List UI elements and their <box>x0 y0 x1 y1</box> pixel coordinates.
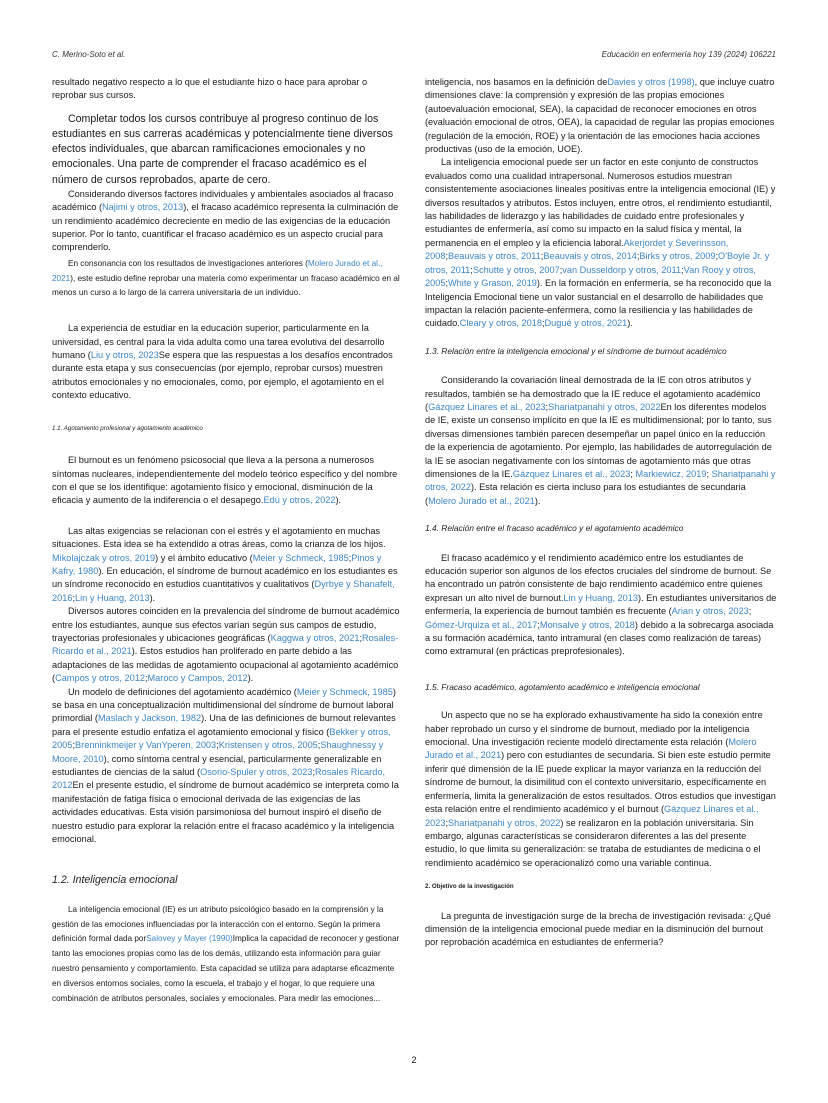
citation-link[interactable]: Campos y otros, 2012 <box>55 673 145 684</box>
citation-link[interactable]: Gómez-Urquiza et al., 2017 <box>425 619 538 630</box>
citation-link[interactable]: Kaggwa y otros, 2021 <box>270 632 360 643</box>
citation-link[interactable]: Van Rooy y otros, 2005 <box>425 264 756 289</box>
left-column <box>52 76 404 1006</box>
citation-link[interactable]: Akerjordet y Severinsson, 2008 <box>425 237 729 262</box>
paragraph: Un aspecto que no se ha explorado exhaustivamente ha sido la conexión entre haber reprobado un curso y el síndrome de burnout, mediado por la inteligencia emocional. Una investigación reciente modeló directamente esta relación (Molero Jurado et al., 2021) pero con estudiantes de secundaria. Si bien este estudio permite inferir qué dimensión de la IE puede explicar la mayor varianza en la reducción del síndrome de burnout, la disimilitud con el contexto universitario, específicamente en enfermería, limita la generalización de estos resultados. Otros estudios que investigan esta relación entre el rendimiento académico y el burnout (Gázquez Linares et al., 2023;Shariatpanahi y otros, 2022) se realizaron en la población universitaria. Sin embargo, algunas características se consideraron diferentes a las del presente estudio, lo que limita su generalización: se trataba de estudiantes de medicina o el rendimiento académico se operacionalizó como una variable continua. <box>425 710 776 868</box>
citation-link[interactable]: Brenninkmeijer y VanYperen, 2003 <box>75 740 217 751</box>
paragraph: El burnout es un fenómeno psicosocial que lleva a la persona a numerosos síntomas nucleares, independientemente del modelo teórico específico y del nombre con el que se los identifique: agotamiento físico y emocional, disminución de la eficacia y aumento de la indiferencia o el desapego.Edú y otros, 2022). <box>52 455 398 506</box>
citation-link[interactable]: Shaughnessy y Moore, 2010 <box>52 740 384 764</box>
paragraph: Diversos autores coinciden en la prevalencia del síndrome de burnout académico entre los estudiantes, aunque sus efectos varían según sus campos de estudio, trayectorias profesionales y ubicaciones geográficas (Kaggwa y otros, 2021;Rosales-Ricardo et al., 2021). Estos estudios han proliferado en parte debido a las adaptaciones de las medidas de agotamiento ocupacional al agotamiento académico (Campos y otros, 2012;Maroco y Campos, 2012). <box>52 606 400 684</box>
section-heading: 1.2. Inteligencia emocional <box>52 874 178 887</box>
citation-link[interactable]: Shariatpanahi y otros, 2022 <box>425 468 776 493</box>
paragraph: Un modelo de definiciones del agotamiento académico (Meier y Schmeck, 1985) se basa en una conceptualización multidimensional del síndrome de burnout laboral primordial (Maslach y Jackson, 1982). Una de las definiciones de burnout relevantes para el presente estudio enfatiza el agotamiento emocional y físico (Bekker y otros, 2005;Brenninkmeijer y VanYperen, 2003;Kristensen y otros, 2005;Shaughnessy y Moore, 2010), como síntoma central y esencial, particularmente generalizable en estudiantes de ciencias de la salud (Osorio-Spuler y otros, 2023;Rosales Ricardo, 2012En el presente estudio, el síndrome de burnout académico se interpreta como la manifestación de fatiga física o emocional derivada de las exigencias de las actividades educativas. Esta visión parsimoniosa del burnout inspiró el diseño de nuestro estudio para explorar la relación entre el fracaso académico y la inteligencia emocional. <box>52 686 399 845</box>
citation-link[interactable]: Dugué y otros, 2021 <box>544 318 628 329</box>
citation-link[interactable]: Gázquez Linares et al., 2023 <box>512 468 631 479</box>
citation-link[interactable]: Salovey y Mayer (1990) <box>146 934 233 944</box>
citation-link[interactable]: Cleary y otros, 2018 <box>459 318 542 329</box>
header-authors: C. Merino-Soto et al. <box>52 50 126 59</box>
paragraph: Considerando diversos factores individuales y ambientales asociados al fracaso académico (Najimi y otros, 2013), el fracaso académico representa la culminación de un rendimiento académico decreciente en medio de las exigencias de la educación superior. Por lo tanto, cuantificar el fracaso académico es un aspecto crucial para comprenderlo. <box>52 188 399 253</box>
citation-link[interactable]: Rosales-Ricardo et al., 2021 <box>52 632 399 657</box>
paragraph: El fracaso académico y el rendimiento académico entre los estudiantes de educación superior son algunos de los efectos cruciales del síndrome de burnout. Se ha encontrado un patrón consistente de bajo rendimiento académico entre quienes expresan un alto nivel de burnout.Lin y Huang, 2013). En estudiantes universitarios de enfermería, la experiencia de burnout también es frecuente (Arian y otros, 2023; Gómez-Urquiza et al., 2017;Monsalve y otros, 2018) debido a la sobrecarga asociada a su formación académica, tanto intramural (en clases como realización de tareas) como extramural (en prácticas preprofesionales). <box>425 552 777 657</box>
citation-link[interactable]: Meier y Schmeck, 1985 <box>296 686 393 697</box>
citation-link[interactable]: Molero Jurado et al., 2021 <box>52 258 383 283</box>
citation-link[interactable]: Pinos y Kafry, 1980 <box>52 552 382 576</box>
paragraph: La experiencia de estudiar en la educación superior, particularmente en la universidad, es central para la vida adulta como una tarea evolutiva del desarrollo humano (Liu y otros, 2023Se espera que las respuestas a los desafíos encontrados durante esta etapa y sus consecuencias (por ejemplo, reprobar cursos) muestren atributos emocionales y no emocionales, como, por ejemplo, el agotamiento en el contexto educativo. <box>52 323 393 401</box>
citation-link[interactable]: Kristensen y otros, 2005 <box>218 740 318 751</box>
section-heading: 2. Objetivo de la investigación <box>425 883 514 891</box>
right-column <box>425 76 777 950</box>
citation-link[interactable]: Birks y otros, 2009 <box>639 251 716 262</box>
citation-link[interactable]: Lin y Huang, 2013 <box>75 592 150 603</box>
page-number: 2 <box>411 1054 417 1065</box>
citation-link[interactable]: Markiewicz, 2019 <box>635 468 707 479</box>
paragraph: inteligencia, nos basamos en la definición deDavies y otros (1998), que incluye cuatro dimensiones clave: la comprensión y expresión de las propias emociones (autoevaluación emocional, SEA), la capacidad de reconocer emociones en otros (evaluación emocional de otros, OEA), la capacidad de regular las propias emociones (regulación de la emoción, ROE) y la orientación de las emociones hacia acciones productivas (uso de la emoción, UOE). <box>425 77 775 155</box>
citation-link[interactable]: Dyrbye y Shanafelt, 2016 <box>52 579 395 603</box>
citation-link[interactable]: Beauvais y otros, 2011 <box>448 251 541 262</box>
citation-link[interactable]: O'Boyle Jr. y otros, 2011 <box>425 251 770 275</box>
citation-link[interactable]: Molero Jurado et al., 2021 <box>425 737 757 761</box>
paragraph: La inteligencia emocional puede ser un factor en este conjunto de constructos evaluados como una cualidad intrapersonal. Numerosos estudios muestran consistentemente asociaciones lineales positivas entre la inteligencia emocional (IE) y diversos resultados y atributos. Estos incluyen, entre otros, el rendimiento estudiantil, las habilidades de liderazgo y las habilidades de cuidado entre profesionales y estudiantes de enfermería, así como su impacto en la salud física y mental, la permanencia en el empleo y la eficiencia laboral.Akerjordet y Severinsson, 2008;Beauvais y otros, 2011;Beauvais y otros, 2014;Birks y otros, 2009;O'Boyle Jr. y otros, 2011;Schutte y otros, 2007;van Dusseldorp y otros, 2011;Van Rooy y otros, 2005;White y Grason, 2019). En la formación en enfermería, se ha reconocido que la Inteligencia Emocional tiene un valor sustancial en el desarrollo de habilidades que impactan la relación paciente-enfermera, como la resiliencia y las habilidades de cuidado.Cleary y otros, 2018;Dugué y otros, 2021). <box>425 157 776 329</box>
section-heading: 1.5. Fracaso académico, agotamiento académico e inteligencia emocional <box>425 681 700 692</box>
paragraph: resultado negativo respecto a lo que el estudiante hizo o hace para aprobar o reprobar sus cursos. <box>52 77 368 101</box>
citation-link[interactable]: Gázquez Linares et al., 2023 <box>428 401 546 412</box>
citation-link[interactable]: van Dusseldorp y otros, 2011 <box>562 264 682 275</box>
citation-link[interactable]: Mikolajczak y otros, 2019 <box>52 552 156 563</box>
citation-link[interactable]: Maslach y Jackson, 1982 <box>97 713 202 724</box>
citation-link[interactable]: Schutte y otros, 2007 <box>472 264 560 275</box>
citation-link[interactable]: Davies y otros (1998) <box>607 77 695 87</box>
citation-link[interactable]: Edú y otros, 2022 <box>263 495 336 506</box>
citation-link[interactable]: Liu y otros, 2023 <box>90 350 159 361</box>
paragraph: La pregunta de investigación surge de la brecha de investigación revisada: ¿Qué dimensión de la inteligencia emocional puede mediar en la disminución del burnout por reprobación académica en estudiantes de enfermería? <box>425 910 771 948</box>
citation-link[interactable]: Gázquez Linares et al., 2023 <box>425 804 759 828</box>
paragraph: Considerando la covariación lineal demostrada de la IE con otros atributos y resultados, también se ha demostrado que la IE reduce el agotamiento académico (Gázquez Linares et al., 2023;Shariatpanahi y otros, 2022En los diferentes modelos de IE, existe un consenso implícito en que la IE es multidimensional; por lo tanto, sus diversas dimensiones también parecen desempeñar un papel único en la reducción de la experiencia de agotamiento. Por ejemplo, las habilidades de autorregulación de la IE se asocian negativamente con los síntomas de agotamiento más que otras dimensiones de la IE.Gázquez Linares et al., 2023; Markiewicz, 2019; Shariatpanahi y otros, 2022). Esta relación es cierta incluso para los estudiantes de secundaria (Molero Jurado et al., 2021). <box>425 375 776 506</box>
paragraph: La inteligencia emocional (IE) es un atributo psicológico basado en la comprensión y la gestión de las emociones influenciadas por la interacción con el entorno. Según la primera definición formal dada porSalovey y Mayer (1990)Implica la capacidad de reconocer y gestionar tanto las emociones propias como las de los demás, utilizando esta información para guiar nuestro pensamiento y comportamiento. Esta capacidad se utiliza para adaptarse eficazmente en diversos entornos sociales, como la escuela, el trabajo y el hogar, lo que requiere una combinación de atributos personales, sociales y emocionales. Para medir las emociones... <box>52 904 400 1003</box>
citation-link[interactable]: Shariatpanahi y otros, 2022 <box>448 817 561 828</box>
citation-link[interactable]: Maroco y Campos, 2012 <box>147 673 248 684</box>
citation-link[interactable]: White y Grason, 2019 <box>448 278 537 289</box>
citation-link[interactable]: Arian y otros, 2023 <box>671 606 749 617</box>
citation-link[interactable]: Rosales Ricardo, 2012 <box>52 767 386 791</box>
citation-link[interactable]: Lin y Huang, 2013 <box>563 592 638 603</box>
section-heading: 1.1. Agotamiento profesional y agotamiento académico <box>52 424 203 432</box>
header-journal: Educación en enfermería hoy 139 (2024) 106221 <box>601 50 776 59</box>
paragraph: Las altas exigencias se relacionan con el estrés y el agotamiento en muchas situaciones. Esta idea se ha extendido a otras áreas, como la crianza de los hijos. Mikolajczak y otros, 2019) y el ámbito educativo (Meier y Schmeck, 1985;Pinos y Kafry, 1980). En educación, el síndrome de burnout académico en los estudiantes es un síndrome reconocido en estudios cuantitativos y cualitativos (Dyrbye y Shanafelt, 2016;Lin y Huang, 2013). <box>52 525 398 603</box>
citation-link[interactable]: Molero Jurado et al., 2021 <box>428 495 535 506</box>
section-heading: 1.3. Relación entre la inteligencia emocional y el síndrome de burnout académico <box>425 345 727 356</box>
section-heading: 1.4. Relación entre el fracaso académico y el agotamiento académico <box>425 523 684 534</box>
citation-link[interactable]: Osorio-Spuler y otros, 2023 <box>200 767 313 778</box>
citation-link[interactable]: Najimi y otros, 2013 <box>102 202 184 213</box>
paragraph: En consonancia con los resultados de investigaciones anteriores (Molero Jurado et al., 2021), este estudio define reprobar una materia como experimentar un fracaso académico en al menos un curso a lo largo de la carrera universitaria de un individuo. <box>52 258 400 298</box>
citation-link[interactable]: Meier y Schmeck, 1985 <box>252 552 349 563</box>
citation-link[interactable]: Monsalve y otros, 2018 <box>539 619 635 630</box>
paragraph: Completar todos los cursos contribuye al progreso continuo de los estudiantes en sus carreras académicas y potencialmente tiene diversos efectos individuales, que abarcan ramificaciones emocionales y no emocionales. Una parte de comprender el fracaso académico es el número de cursos reprobados, aparte de cero. <box>52 112 393 186</box>
running-head <box>52 50 776 59</box>
citation-link[interactable]: Bekker y otros, 2005 <box>52 726 391 751</box>
citation-link[interactable]: Beauvais y otros, 2014 <box>543 251 637 262</box>
citation-link[interactable]: Shariatpanahi y otros, 2022 <box>548 401 661 412</box>
